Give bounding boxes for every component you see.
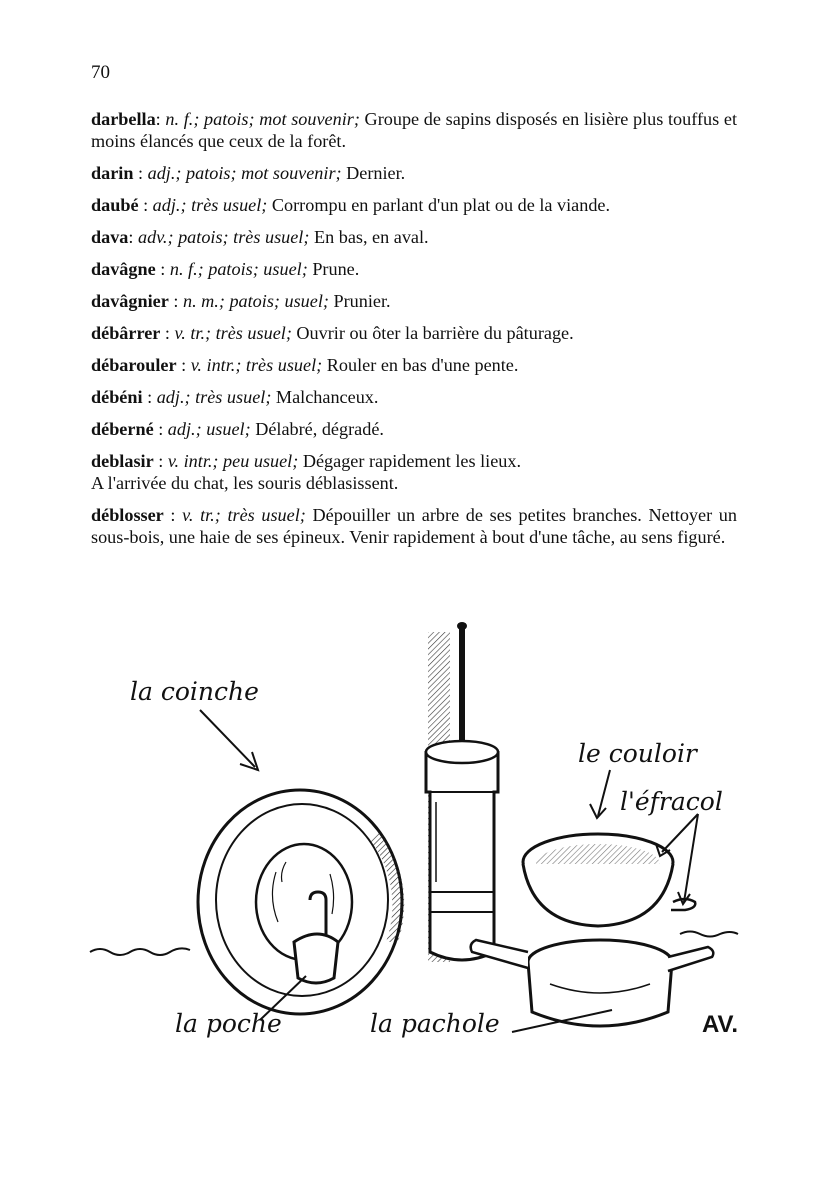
headword: déberné: [91, 419, 154, 439]
label-coinche: la coinche: [130, 677, 259, 706]
colon: :: [128, 227, 134, 247]
colon: :: [153, 419, 164, 439]
headword: daubé: [91, 195, 139, 215]
headword: débarouler: [91, 355, 177, 375]
grammar: adj.; patois; mot souvenir;: [143, 163, 342, 183]
definition: Dégager rapidement les lieux.: [298, 451, 522, 471]
definition: Prunier.: [328, 291, 391, 311]
definition: Malchanceux.: [271, 387, 379, 407]
headword: davâgne: [91, 259, 156, 279]
entry-deblosser: [91, 504, 737, 548]
colon: :: [163, 505, 176, 525]
headword: débéni: [91, 387, 143, 407]
entry-debarouler: [91, 354, 737, 376]
dictionary-entries: [91, 108, 737, 558]
entry-dava: [91, 226, 737, 248]
headword: déblosser: [91, 505, 164, 525]
kitchen-utensils-illustration: [80, 612, 760, 1052]
grammar: n. f.; patois; mot souvenir;: [160, 109, 360, 129]
artist-signature: AV.: [702, 1011, 739, 1038]
entry-darbella: [91, 108, 737, 152]
definition: Prune.: [307, 259, 360, 279]
grammar: adj.; très usuel;: [152, 387, 272, 407]
colon: :: [155, 259, 166, 279]
definition: Groupe de sapins disposés en lisière plus touffus et moins élancés que ceux de la forêt.: [91, 109, 737, 151]
entry-davagnier: [91, 290, 737, 312]
headword: débârrer: [91, 323, 161, 343]
label-couloir: le couloir: [578, 739, 697, 768]
pachole-pan: [471, 940, 714, 1026]
grammar: adv.; patois; très usuel;: [133, 227, 310, 247]
label-efracol: l'éfracol: [620, 787, 723, 816]
entry-debarrer: [91, 322, 737, 344]
label-poche: la poche: [175, 1009, 282, 1038]
page-number: 70: [91, 62, 110, 83]
colon: :: [142, 387, 153, 407]
arrow-coinche: [200, 710, 258, 770]
grammar: adj.; très usuel;: [148, 195, 268, 215]
arrow-couloir: [590, 770, 610, 818]
definition: Corrompu en parlant d'un plat ou de la viande.: [267, 195, 611, 215]
couloir-bowl: [523, 834, 695, 926]
colon: :: [160, 323, 170, 343]
definition: Délabré, dégradé.: [250, 419, 384, 439]
grammar: adj.; usuel;: [163, 419, 251, 439]
entry-deblasir: [91, 450, 737, 494]
entry-davagne: [91, 258, 737, 280]
grammar: v. tr.; très usuel;: [169, 323, 292, 343]
entry-daube: [91, 194, 737, 216]
definition: Rouler en bas d'une pente.: [322, 355, 519, 375]
grammar: n. f.; patois; usuel;: [165, 259, 308, 279]
illustration-drawing: [80, 612, 760, 1052]
definition: En bas, en aval.: [309, 227, 429, 247]
colon: :: [138, 195, 149, 215]
definition: Dépouiller un arbre de ses petites branches. Nettoyer un sous-bois, une haie de ses épineux. Venir rapidement à bout d'une tâche, au sens figuré.: [91, 505, 737, 547]
entry-darin: [91, 162, 737, 184]
label-pachole: la pachole: [370, 1009, 500, 1038]
colon: :: [155, 109, 161, 129]
entry-deberne: [91, 418, 737, 440]
churn: [426, 622, 498, 962]
definition: Ouvrir ou ôter la barrière du pâturage.: [291, 323, 574, 343]
colon: :: [133, 163, 144, 183]
headword: dava: [91, 227, 129, 247]
entry-debeni: [91, 386, 737, 408]
grammar: v. tr.; très usuel;: [175, 505, 306, 525]
colon: :: [153, 451, 164, 471]
ground-line-left: [90, 948, 190, 955]
headword: deblasir: [91, 451, 154, 471]
colon: :: [168, 291, 179, 311]
headword: darbella: [91, 109, 156, 129]
grammar: v. intr.; peu usuel;: [163, 451, 299, 471]
grammar: n. m.; patois; usuel;: [178, 291, 329, 311]
grammar: v. intr.; très usuel;: [186, 355, 323, 375]
colon: :: [176, 355, 187, 375]
ground-line-right: [680, 932, 738, 937]
example-sentence: A l'arrivée du chat, les souris déblasissent.: [91, 473, 399, 493]
definition: Dernier.: [341, 163, 406, 183]
headword: darin: [91, 163, 134, 183]
headword: davâgnier: [91, 291, 169, 311]
